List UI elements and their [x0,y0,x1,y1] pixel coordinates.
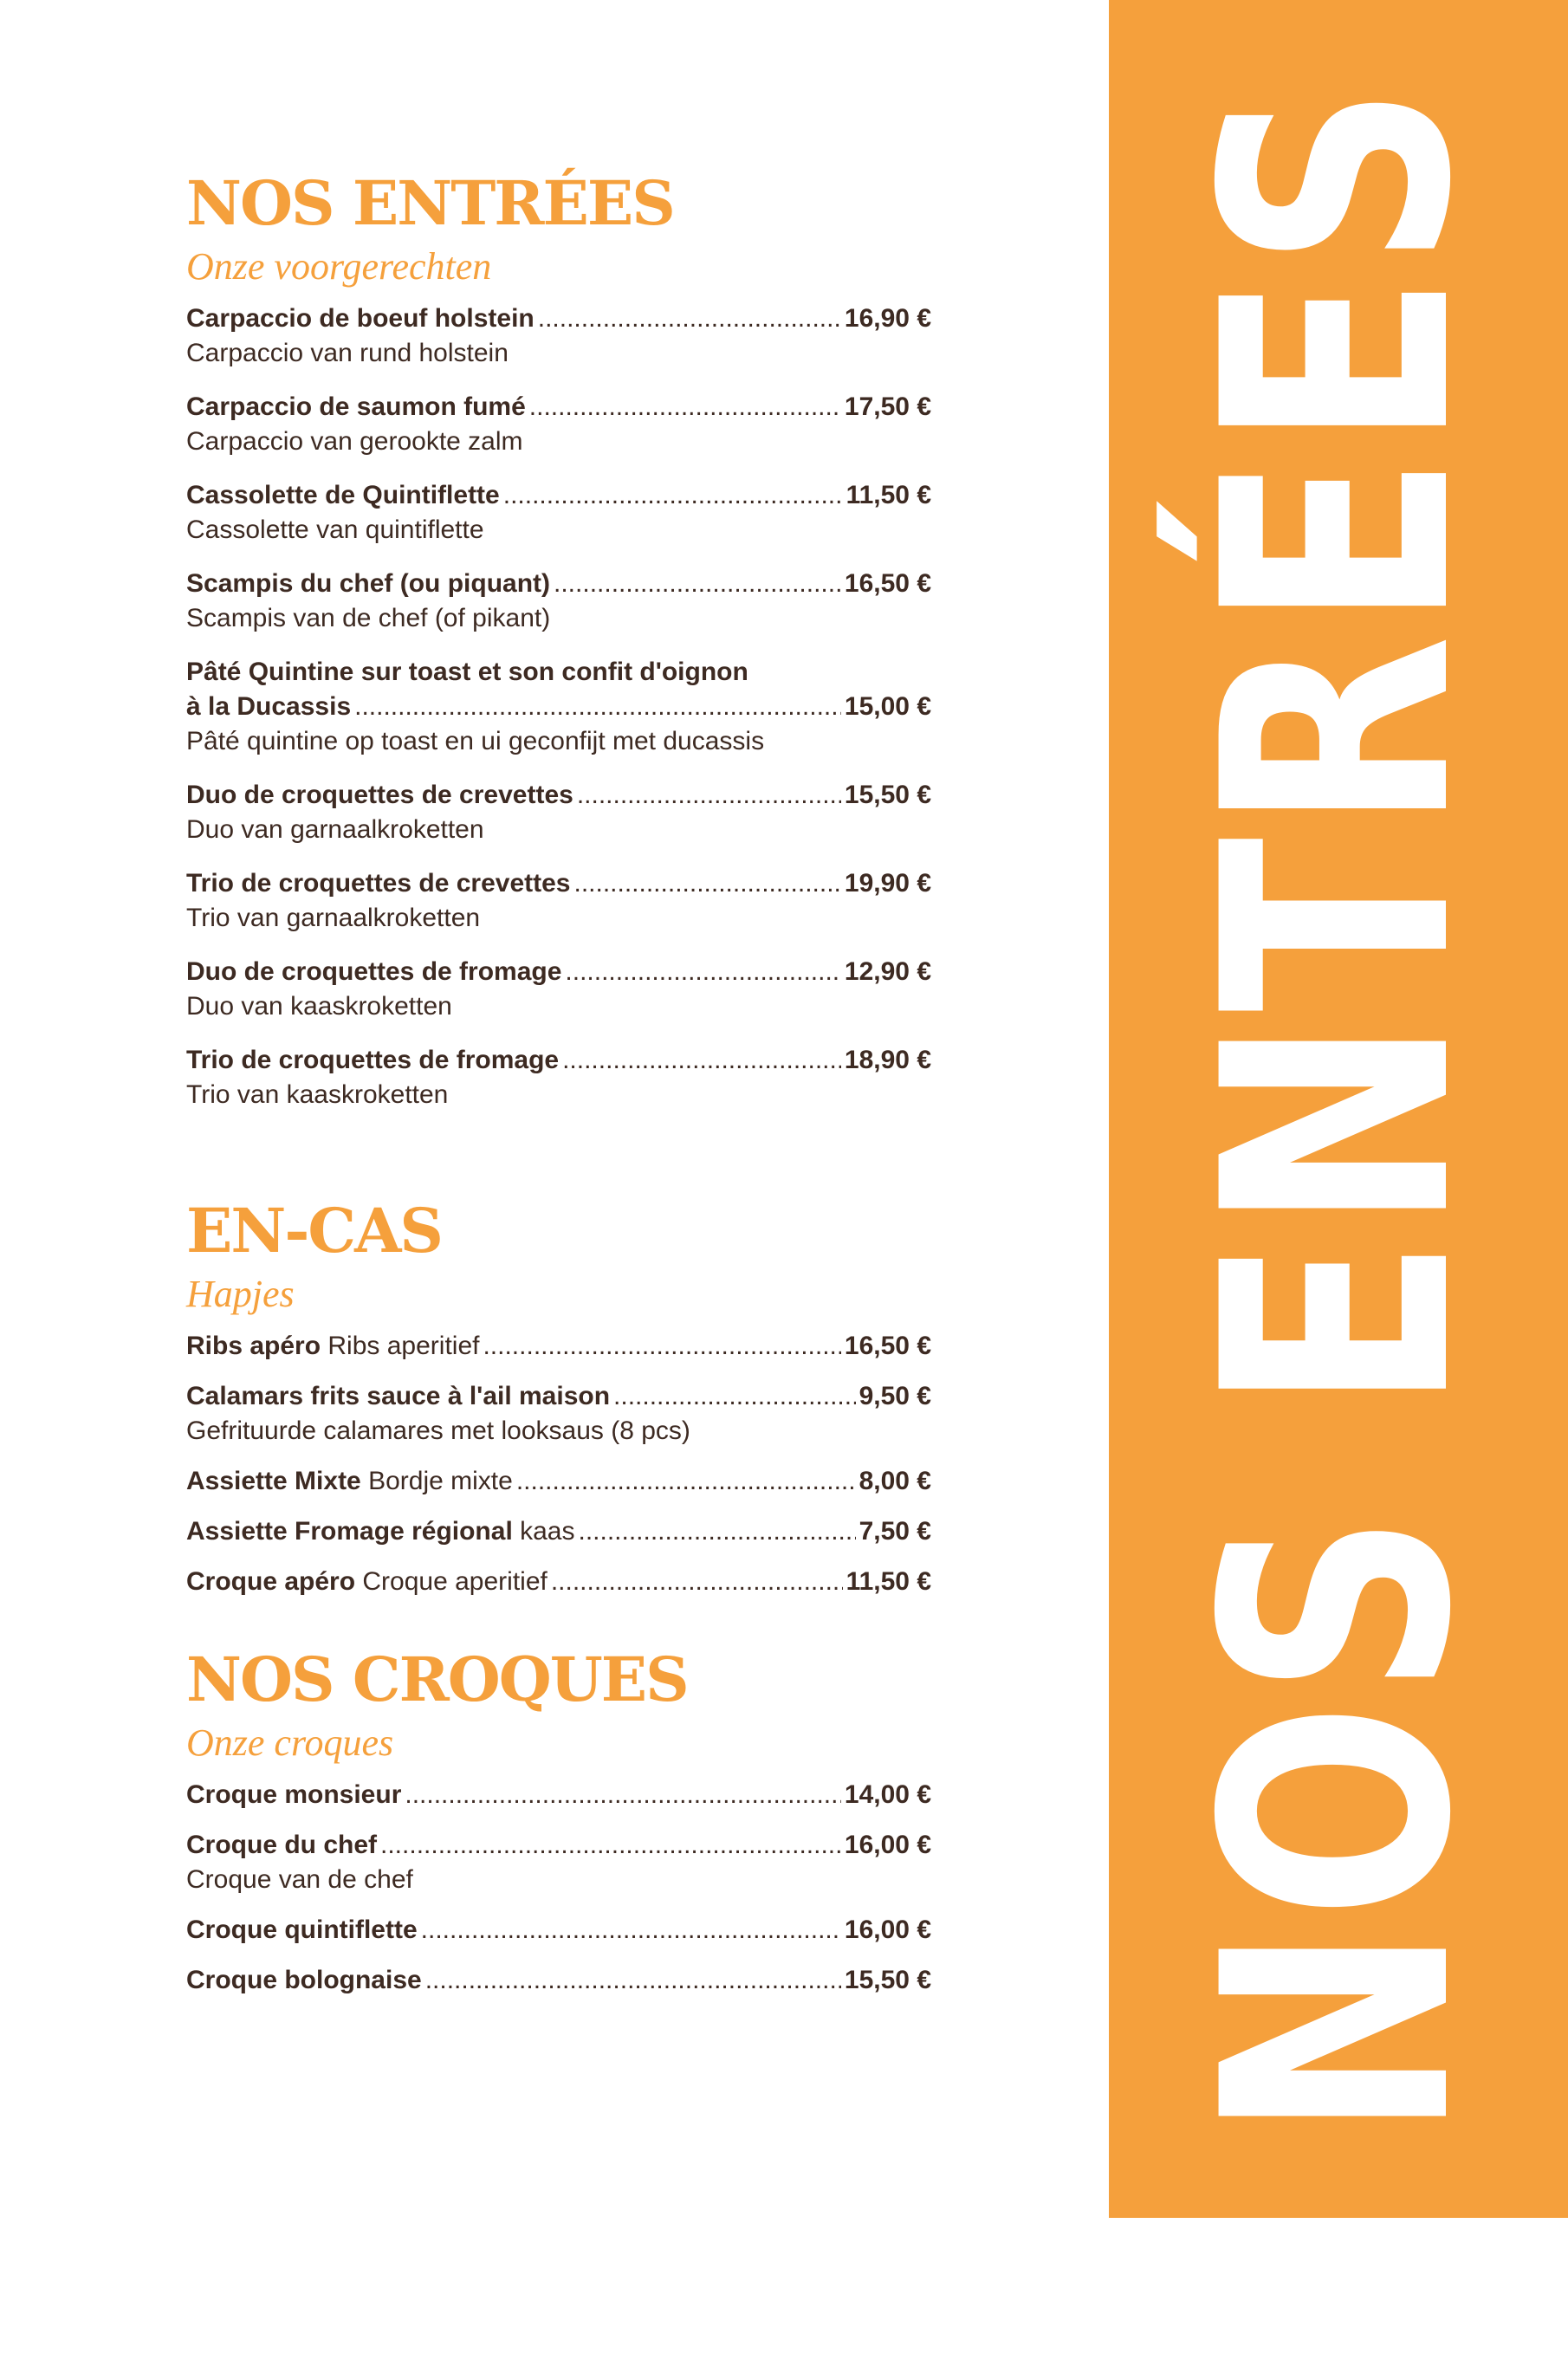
item-name: Croque monsieur [186,1780,402,1809]
menu-item [186,1464,931,1499]
section-encas [186,1195,931,1599]
item-name: Croque quintiflette [186,1915,418,1944]
item-name: Duo de croquettes de crevettes [186,781,573,809]
item-price: 7,50 € [859,1517,931,1546]
menu-item [186,567,931,636]
item-name-nl: kaas [520,1517,575,1546]
item-name-nl: Bordje mixte [368,1467,513,1495]
side-title-text: NOS ENTRÉES [1157,78,1519,2140]
item-price: 8,00 € [859,1467,931,1495]
item-name: Carpaccio de boeuf holstein [186,304,535,333]
item-price: 16,00 € [844,1915,931,1944]
item-price: 12,90 € [844,957,931,986]
menu-item [186,1043,931,1112]
item-price: 15,50 € [844,1966,931,1994]
item-name-first-line: Pâté Quintine sur toast et son confit d'oignon [186,658,748,686]
leader-dots [551,1565,843,1599]
leader-dots [529,390,841,425]
item-name: Ribs apéro [186,1332,321,1360]
section-subtitle-croques: Onze croques [186,1721,394,1764]
menu-item [186,1963,931,1998]
side-band [1109,0,1568,2218]
menu-item [186,1514,931,1549]
item-translation: Croque van de chef [186,1865,413,1894]
section-title-croques: NOS CROQUES [186,1643,688,1715]
menu-item [186,478,931,548]
leader-dots [380,1828,841,1863]
leader-dots [565,955,841,989]
item-price: 11,50 € [846,481,931,509]
item-price: 16,50 € [844,569,931,598]
item-price: 11,50 € [846,1567,931,1596]
side-title [1157,0,1519,2366]
menu-item [186,778,931,847]
item-translation: Pâté quintine op toast en ui geconfijt met ducassis [186,727,765,755]
leader-dots [554,567,841,601]
item-name: Scampis du chef (ou piquant) [186,569,551,598]
item-price: 15,50 € [844,781,931,809]
item-translation: Carpaccio van gerookte zalm [186,427,523,456]
item-name: Croque du chef [186,1831,378,1859]
menu-item [186,1379,931,1449]
leader-dots [562,1043,841,1078]
item-name: Carpaccio de saumon fumé [186,392,526,421]
leader-dots [421,1913,841,1948]
item-price: 14,00 € [844,1780,931,1809]
item-price: 19,90 € [844,869,931,898]
item-name: à la Ducassis [186,692,352,721]
item-price: 15,00 € [844,692,931,721]
item-name: Trio de croquettes de crevettes [186,869,571,898]
section-entrees [186,167,931,1112]
item-translation: Duo van kaaskroketten [186,992,452,1021]
section-subtitle-entrees: Onze voorgerechten [186,245,492,288]
leader-dots [574,866,841,901]
leader-dots [579,1514,856,1549]
leader-dots [516,1464,856,1499]
section-subtitle-encas: Hapjes [186,1273,295,1315]
item-name: Assiette Mixte [186,1467,361,1495]
menu-item [186,1329,931,1364]
menu-column [186,167,931,2013]
leader-dots [613,1379,856,1414]
leader-dots [577,778,841,813]
item-price: 9,50 € [859,1382,931,1410]
item-name: Duo de croquettes de fromage [186,957,562,986]
menu-item [186,1565,931,1599]
leader-dots [405,1778,841,1812]
item-translation: Duo van garnaalkroketten [186,815,484,844]
menu-item [186,301,931,371]
leader-dots [425,1963,841,1998]
section-title-encas: EN-CAS [186,1195,442,1267]
item-name-nl: Ribs aperitief [327,1332,480,1360]
item-translation: Gefrituurde calamares met looksaus (8 pcs) [186,1416,690,1445]
item-name: Trio de croquettes de fromage [186,1046,560,1074]
menu-item [186,655,931,759]
item-translation: Scampis van de chef (of pikant) [186,604,551,632]
leader-dots [538,301,841,336]
item-name-nl: Croque aperitief [362,1567,548,1596]
menu-item [186,955,931,1024]
item-price: 18,90 € [844,1046,931,1074]
item-price: 16,90 € [844,304,931,333]
item-price: 16,50 € [844,1332,931,1360]
menu-item [186,390,931,459]
leader-dots [354,690,841,724]
leader-dots [483,1329,840,1364]
item-name: Calamars frits sauce à l'ail maison [186,1382,611,1410]
item-name: Croque apéro [186,1567,356,1596]
item-translation: Trio van garnaalkroketten [186,904,481,932]
item-translation: Cassolette van quintiflette [186,515,484,544]
item-name: Assiette Fromage régional [186,1517,513,1546]
section-title-entrees: NOS ENTRÉES [186,167,674,239]
item-price: 16,00 € [844,1831,931,1859]
item-translation: Trio van kaaskroketten [186,1080,449,1109]
menu-item [186,1778,931,1812]
leader-dots [503,478,843,513]
item-name: Cassolette de Quintiflette [186,481,500,509]
item-translation: Carpaccio van rund holstein [186,339,509,367]
item-name: Croque bolognaise [186,1966,422,1994]
section-croques [186,1643,931,1998]
menu-item [186,1913,931,1948]
menu-item [186,866,931,936]
menu-item [186,1828,931,1897]
item-price: 17,50 € [844,392,931,421]
